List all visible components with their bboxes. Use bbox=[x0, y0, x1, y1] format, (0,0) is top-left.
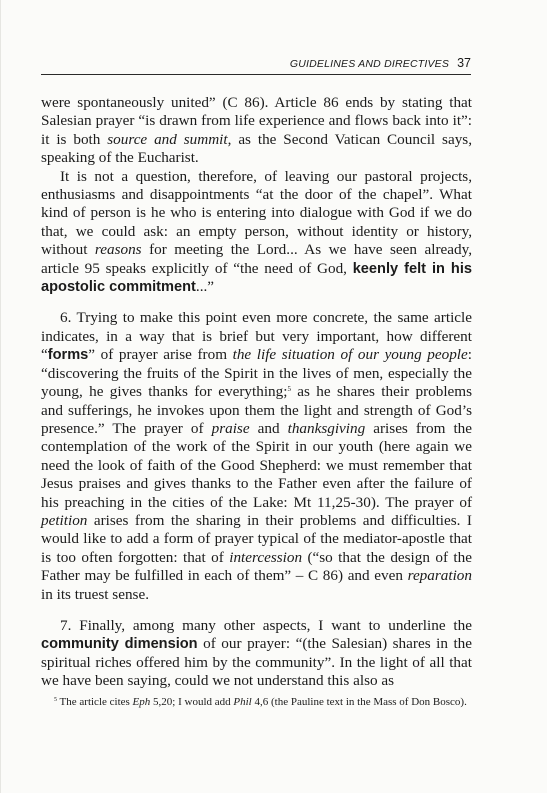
footnote-marker: 5 bbox=[287, 385, 291, 394]
italic-run: praise bbox=[211, 419, 250, 437]
text-run: arises from the sharing in their problems and difficulties. I would like to add a form of prayer typical of the mediator-apostle that is too often forgotten: that of bbox=[41, 511, 472, 566]
running-head bbox=[41, 56, 471, 75]
bold-run: forms bbox=[47, 347, 89, 364]
footnote-number: 5 bbox=[54, 697, 57, 703]
italic-run: source and summit bbox=[107, 130, 228, 148]
running-title: GUIDELINES AND DIRECTIVES bbox=[289, 58, 450, 70]
text-run: 5,20; I would add bbox=[150, 696, 234, 708]
italic-run: the life situation of our young people bbox=[232, 346, 468, 364]
footnote-5 bbox=[41, 695, 472, 709]
italic-run: intercession bbox=[229, 548, 303, 566]
text-run: The article cites bbox=[57, 696, 133, 708]
text-run: as he shares their problems and sufferings, he invokes upon them the light and strength of God’s presence.” The prayer of bbox=[41, 383, 473, 437]
text-run: ...” bbox=[195, 278, 215, 296]
text-run: of our prayer: “(the Salesian) shares in the spiritual riches offered him by the community”. In the light of all that we have been saying, could we not understand this also as bbox=[41, 635, 473, 690]
italic-run: thanksgiving bbox=[287, 419, 366, 437]
text-run: and bbox=[249, 419, 288, 437]
bold-run: keenly felt in his apostolic commitment bbox=[41, 260, 473, 296]
paragraph-2 bbox=[41, 168, 472, 297]
italic-run: Phil bbox=[233, 696, 252, 708]
text-run: for meeting the Lord... As we have seen already, article 95 speaks explicitly of “the need of God, bbox=[41, 241, 472, 277]
text-run: arises from the contemplation of the work of the Spirit in our youth (here again we need the look of faith of the Good Shepherd: we must remember that Jesus praises and gives thanks to the Father even after the failure of his preaching in the cities of the Lake: Mt 11,25-30). The prayer of bbox=[41, 419, 472, 511]
body-text bbox=[41, 94, 472, 691]
italic-run: reasons bbox=[94, 241, 142, 259]
paragraph-1 bbox=[41, 94, 472, 168]
paragraph-6 bbox=[41, 309, 472, 604]
italic-run: Eph bbox=[132, 696, 151, 708]
italic-run: reparation bbox=[407, 567, 472, 585]
bold-run: community dimension bbox=[41, 636, 198, 653]
page-number: 37 bbox=[457, 56, 471, 70]
text-run: (“so that the design of the Father may be fulfilled in each of them” – C 86) and even bbox=[41, 548, 472, 585]
text-run: 7. Finally, among many other aspects, I want to underline the bbox=[60, 616, 472, 634]
text-run: : “discovering the fruits of the Spirit in the lives of men, especially the young, he gives thanks for everything; bbox=[41, 346, 472, 401]
text-run: were spontaneously united” (C 86). Article 86 ends by stating that Salesian prayer “is drawn from life experience and flows back into it”: it is both bbox=[41, 94, 472, 148]
text-run: in its truest sense. bbox=[41, 585, 149, 603]
text-run: 4,6 (the Pauline text in the Mass of Don Bosco). bbox=[251, 696, 467, 708]
paragraph-7 bbox=[41, 617, 472, 691]
text-run: 6. Trying to make this point even more concrete, the same article indicates, in a way that is brief but very important, how different “ bbox=[41, 309, 472, 364]
footnote bbox=[41, 695, 472, 709]
text-run: It is not a question, therefore, of leaving our pastoral projects, enthusiasms and disappointments “at the door of the chapel”. What kind of person is he who is entering into dialogue with God if we do that, we could ask: an empty person, without identity or history, without bbox=[41, 167, 472, 259]
text-run: , as the Second Vatican Council says, speaking of the Eucharist. bbox=[41, 130, 472, 167]
text-run: ” of prayer arise from bbox=[88, 346, 233, 364]
italic-run: petition bbox=[41, 511, 88, 529]
